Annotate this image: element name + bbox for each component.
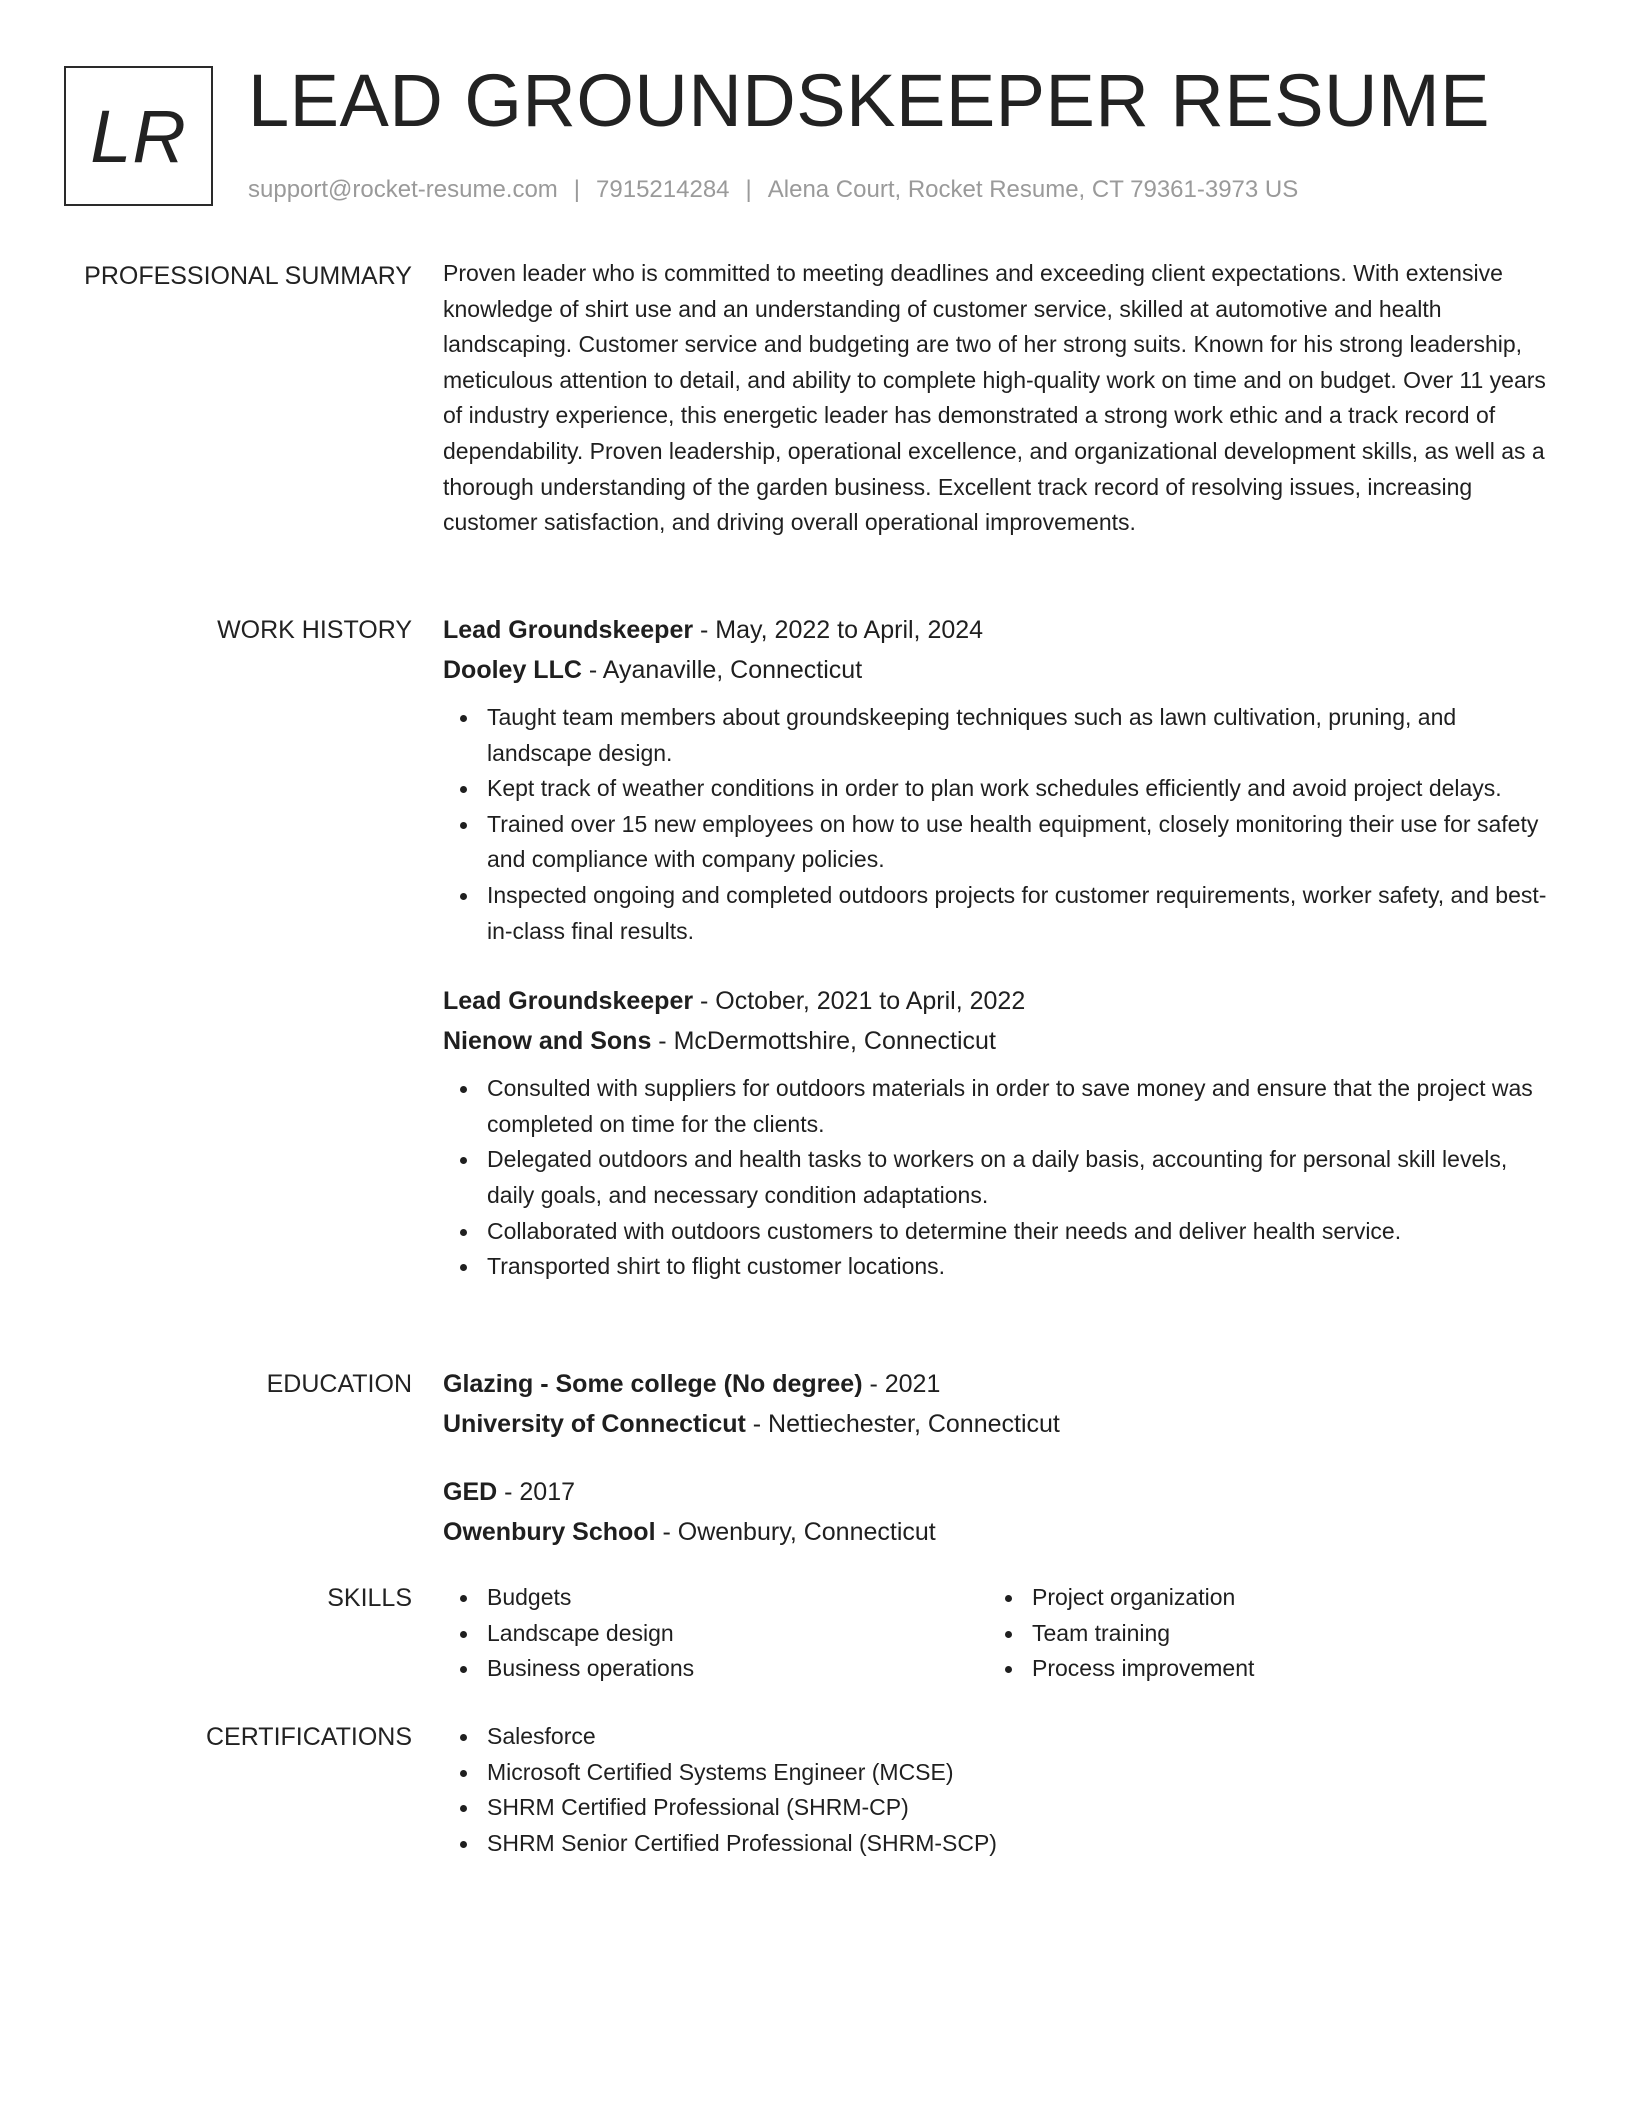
skills-list xyxy=(443,1580,988,1687)
job-title-line xyxy=(443,610,1548,650)
job-location: - Ayanaville, Connecticut xyxy=(581,656,863,684)
list-item: Budgets xyxy=(487,1580,988,1616)
skills-column-left xyxy=(443,1580,988,1687)
contact-address: Alena Court, Rocket Resume, CT 79361-3973 US xyxy=(767,176,1299,203)
list-item: Microsoft Certified Systems Engineer (MCSE) xyxy=(487,1755,1548,1791)
list-item: Trained over 15 new employees on how to use health equipment, closely monitoring their use for safety and compliance with company policies. xyxy=(487,807,1548,878)
list-item: Transported shirt to flight customer locations. xyxy=(487,1249,1548,1285)
school-line xyxy=(443,1512,1548,1552)
monogram-logo: LR xyxy=(64,66,213,206)
job-company: Nienow and Sons xyxy=(443,1027,652,1056)
job-title: Lead Groundskeeper xyxy=(443,987,694,1016)
job-bullets xyxy=(443,1071,1548,1285)
school-name: University of Connecticut xyxy=(443,1410,746,1438)
job-dates: - May, 2022 to April, 2024 xyxy=(693,616,984,644)
list-item: Team training xyxy=(1032,1616,1533,1652)
list-item: Collaborated with outdoors customers to determine their needs and deliver health service. xyxy=(487,1214,1548,1250)
section-heading: EDUCATION xyxy=(266,1370,412,1398)
section-heading: PROFESSIONAL SUMMARY xyxy=(84,262,412,290)
graduation-year: - 2021 xyxy=(862,1370,941,1398)
education-body xyxy=(443,1364,1548,1552)
degree: Glazing - Some college (No degree) xyxy=(443,1370,863,1398)
section-heading: CERTIFICATIONS xyxy=(205,1723,412,1751)
skills-body xyxy=(443,1580,1548,1687)
list-item: Project organization xyxy=(1032,1580,1533,1616)
section-heading: SKILLS xyxy=(327,1584,412,1612)
school-location: - Owenbury, Connecticut xyxy=(655,1518,936,1546)
education-entry xyxy=(443,1364,1548,1444)
school-location: - Nettiechester, Connecticut xyxy=(745,1410,1060,1438)
job-entry xyxy=(443,981,1548,1285)
contact-line xyxy=(248,174,1298,206)
list-item: Kept track of weather conditions in order to plan work schedules efficiently and avoid project delays. xyxy=(487,771,1548,807)
list-item: Taught team members about groundskeeping techniques such as lawn cultivation, pruning, and landscape design. xyxy=(487,700,1548,771)
contact-email[interactable]: support@rocket-resume.com xyxy=(248,176,558,203)
degree-line xyxy=(443,1364,1548,1404)
section-heading: WORK HISTORY xyxy=(217,616,412,644)
job-title: Lead Groundskeeper xyxy=(443,616,694,644)
job-location: - McDermottshire, Connecticut xyxy=(651,1027,996,1056)
list-item: SHRM Certified Professional (SHRM-CP) xyxy=(487,1790,1548,1826)
school-name: Owenbury School xyxy=(443,1518,656,1546)
skills-list xyxy=(988,1580,1533,1687)
certifications-list xyxy=(443,1719,1548,1861)
job-bullets xyxy=(443,700,1548,949)
education-entry xyxy=(443,1472,1548,1552)
work-history-body xyxy=(443,610,1548,1285)
list-item: Business operations xyxy=(487,1651,988,1687)
list-item: Inspected ongoing and completed outdoors projects for customer requirements, worker safety, and best-in-class final results. xyxy=(487,878,1548,949)
certifications-body xyxy=(443,1719,1548,1861)
summary-body xyxy=(443,256,1548,541)
list-item: Delegated outdoors and health tasks to workers on a daily basis, accounting for personal skill levels, daily goals, and necessary condition adaptations. xyxy=(487,1142,1548,1213)
skills-column-right xyxy=(988,1580,1533,1687)
job-dates: - October, 2021 to April, 2022 xyxy=(693,987,1026,1016)
contact-separator: | xyxy=(573,176,581,203)
school-line xyxy=(443,1404,1548,1444)
contact-phone[interactable]: 7915214284 xyxy=(596,176,730,203)
degree-line xyxy=(443,1472,1548,1512)
job-company: Dooley LLC xyxy=(443,656,582,684)
resume-title: LEAD GROUNDSKEEPER RESUME xyxy=(248,59,1490,142)
job-company-line xyxy=(443,650,1548,690)
list-item: Consulted with suppliers for outdoors materials in order to save money and ensure that the project was completed on time for the clients. xyxy=(487,1071,1548,1142)
job-entry xyxy=(443,610,1548,949)
job-title-line xyxy=(443,981,1548,1021)
list-item: Process improvement xyxy=(1032,1651,1533,1687)
job-company-line xyxy=(443,1021,1548,1061)
contact-separator: | xyxy=(745,176,752,203)
degree: GED xyxy=(443,1478,498,1506)
graduation-year: - 2017 xyxy=(497,1478,576,1506)
skills-grid xyxy=(443,1580,1548,1687)
list-item: Salesforce xyxy=(487,1719,1548,1755)
list-item: Landscape design xyxy=(487,1616,988,1652)
list-item: SHRM Senior Certified Professional (SHRM-SCP) xyxy=(487,1826,1548,1862)
summary-text: Proven leader who is committed to meeting deadlines and exceeding client expectations. With extensive knowledge of shirt use and an understanding of customer service, skilled at automotive and health landscaping. Customer service and budgeting are two of her strong suits. Known for his strong leadership, meticulous attention to detail, and ability to complete high-quality work on time and on budget. Over 11 years of industry experience, this energetic leader has demonstrated a strong work ethic and a track record of dependability. Proven leadership, operational excellence, and organizational development skills, as well as a thorough understanding of the garden business. Excellent track record of resolving issues, increasing customer satisfaction, and driving overall operational improvements. xyxy=(443,260,1546,536)
